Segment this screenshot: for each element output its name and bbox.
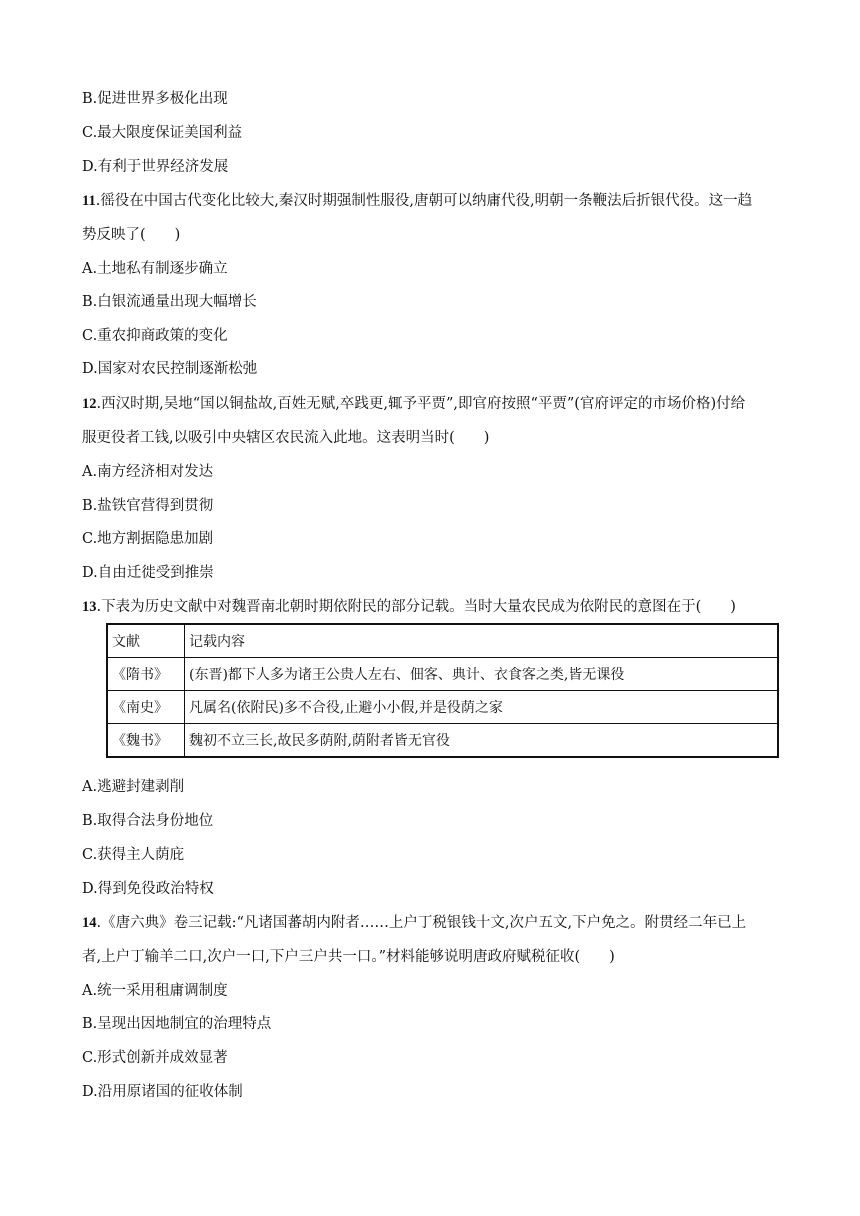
q11-stem-text: .徭役在中国古代变化比较大,秦汉时期强制性服役,唐朝可以纳庸代役,明朝一条鞭法后折银代役。这一趋 — [95, 193, 753, 209]
table-cell-source: 《魏书》 — [107, 724, 185, 758]
q12-stem-line2: 服更役者工钱,以吸引中央辖区农民流入此地。这表明当时( ) — [82, 430, 490, 446]
table-header-content: 记载内容 — [185, 624, 779, 658]
q10-option-b: B.促进世界多极化出现 — [82, 91, 228, 107]
q11-option-a: A.土地私有制逐步确立 — [82, 261, 228, 277]
q11-option-b: B.白银流通量出现大幅增长 — [82, 294, 257, 310]
q12-number: 12 — [82, 396, 97, 412]
q13-option-d: D.得到免役政治特权 — [82, 881, 214, 897]
q12-option-a: A.南方经济相对发达 — [82, 464, 214, 480]
q13-option-a: A.逃避封建剥削 — [82, 779, 185, 795]
table-row — [107, 691, 778, 724]
q10-option-c: C.最大限度保证美国利益 — [82, 125, 243, 141]
table-cell-content: (东晋)都下人多为诸王公贵人左右、佃客、典计、衣食客之类,皆无课役 — [185, 658, 779, 691]
q12-option-b: B.盐铁官营得到贯彻 — [82, 498, 214, 514]
q14-option-d: D.沿用原诸国的征收体制 — [82, 1084, 243, 1100]
q13-stem — [82, 597, 782, 617]
q14-number: 14 — [82, 915, 97, 931]
q14-stem-text: .《唐六典》卷三记载:“凡诸国蕃胡内附者……上户丁税银钱十文,次户五文,下户免之。附贯经二年已上 — [96, 915, 747, 931]
q12-stem-line1 — [82, 394, 782, 414]
q13-option-b: B.取得合法身份地位 — [82, 813, 214, 829]
q14-stem-line2: 者,上户丁输羊二口,次户一口,下户三户共一口。”材料能够说明唐政府赋税征收( ) — [82, 949, 615, 965]
q10-option-d: D.有利于世界经济发展 — [82, 159, 229, 175]
q11-stem-line2: 势反映了( ) — [82, 227, 181, 243]
q12-option-d: D.自由迁徙受到推崇 — [82, 565, 214, 581]
table-cell-content: 魏初不立三长,故民多荫附,荫附者皆无官役 — [185, 724, 779, 758]
q14-option-b: B.呈现出因地制宜的治理特点 — [82, 1016, 272, 1032]
q13-number: 13 — [82, 599, 97, 615]
q14-option-c: C.形式创新并成效显著 — [82, 1050, 228, 1066]
records-table — [106, 623, 779, 758]
table-header-source: 文献 — [107, 624, 185, 658]
q14-stem-line1 — [82, 913, 782, 933]
q13-option-c: C.获得主人荫庇 — [82, 847, 185, 863]
q11-number: 11 — [82, 193, 96, 209]
q13-stem-text: .下表为历史文献中对魏晋南北朝时期依附民的部分记载。当时大量农民成为依附民的意图在于( ) — [96, 599, 736, 615]
q14-option-a: A.统一采用租庸调制度 — [82, 983, 228, 999]
q12-option-c: C.地方割据隐患加剧 — [82, 531, 214, 547]
table-cell-source: 《隋书》 — [107, 658, 185, 691]
table-row — [107, 658, 778, 691]
q11-option-d: D.国家对农民控制逐渐松弛 — [82, 361, 258, 377]
table-cell-content: 凡属名(依附民)多不合役,止避小小假,并是役荫之家 — [185, 691, 779, 724]
q12-stem-text: .西汉时期,吴地“国以铜盐故,百姓无赋,卒践更,辄予平贾”,即官府按照“平贾”(官府评定的市场价格)付给 — [96, 396, 746, 412]
table-row — [107, 724, 778, 758]
table-header-row — [107, 624, 778, 658]
table-cell-source: 《南史》 — [107, 691, 185, 724]
q11-option-c: C.重农抑商政策的变化 — [82, 328, 228, 344]
q11-stem-line1 — [82, 191, 782, 211]
